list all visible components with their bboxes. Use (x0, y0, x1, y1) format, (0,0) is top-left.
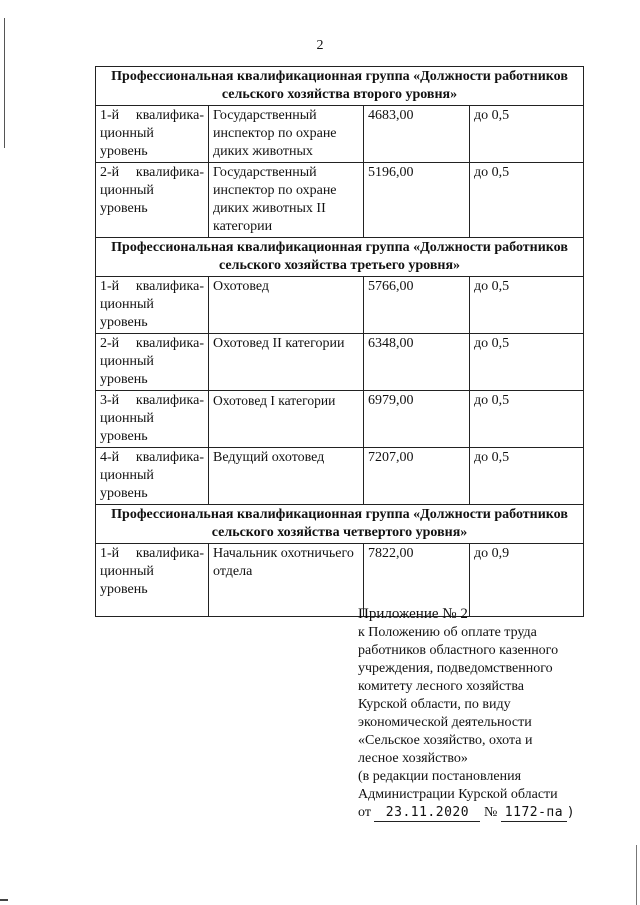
coefficient-cell: до 0,5 (470, 277, 584, 334)
position-cell: Охотовед II категории (209, 334, 364, 391)
table-row (96, 277, 584, 334)
position-cell: Охотовед I категории (209, 391, 364, 448)
appendix-line: Курской области, по виду (358, 697, 511, 712)
salary-cell: 6979,00 (364, 391, 470, 448)
group-header-row (96, 505, 584, 544)
level-cell: 4-й квалифика-ционный уровень (96, 448, 209, 505)
decree-number: 1172-па (501, 805, 567, 822)
position-cell: Государственный инспектор по охране диких животных II категории (209, 163, 364, 238)
coefficient-cell: до 0,5 (470, 334, 584, 391)
salary-cell: 5196,00 (364, 163, 470, 238)
group-header-row (96, 238, 584, 277)
level-cell: 2-й квалифика-ционный уровень (96, 334, 209, 391)
coefficient-cell: до 0,9 (470, 544, 584, 617)
level-cell: 3-й квалифика-ционный уровень (96, 391, 209, 448)
appendix-line: «Сельское хозяйство, охота и (358, 733, 533, 748)
table-row (96, 163, 584, 238)
level-cell: 1-й квалифика-ционный уровень (96, 544, 209, 617)
level-cell: 2-й квалифика-ционный уровень (96, 163, 209, 238)
appendix-line: к Положению об оплате труда (358, 625, 537, 640)
scan-edge-mark (636, 845, 637, 905)
level-cell: 1-й квалифика-ционный уровень (96, 106, 209, 163)
position-cell: Ведущий охотовед (209, 448, 364, 505)
position-cell: Государственный инспектор по охране диких животных (209, 106, 364, 163)
salary-table (95, 66, 584, 617)
coefficient-cell: до 0,5 (470, 448, 584, 505)
table-row (96, 448, 584, 505)
appendix-block (358, 604, 598, 822)
salary-cell: 6348,00 (364, 334, 470, 391)
coefficient-cell: до 0,5 (470, 106, 584, 163)
table-row (96, 391, 584, 448)
salary-cell: 5766,00 (364, 277, 470, 334)
table-row (96, 334, 584, 391)
group-title: Профессиональная квалификационная группа «Должности работников сельского хозяйства четвертого уровня» (96, 505, 584, 544)
scan-edge-mark (0, 899, 8, 901)
position-cell: Начальник охотничьего отдела (209, 544, 364, 617)
decree-reference-line (358, 804, 598, 822)
position-cell: Охотовед (209, 277, 364, 334)
number-label: № (483, 805, 498, 820)
coefficient-cell: до 0,5 (470, 391, 584, 448)
coefficient-cell: до 0,5 (470, 163, 584, 238)
appendix-line: комитету лесного хозяйства (358, 679, 524, 694)
appendix-line: Администрации Курской области (358, 787, 558, 802)
salary-cell: 4683,00 (364, 106, 470, 163)
level-cell: 1-й квалифика-ционный уровень (96, 277, 209, 334)
appendix-line: работников областного казенного (358, 643, 559, 658)
group-header-row (96, 67, 584, 106)
group-title: Профессиональная квалификационная группа «Должности работников сельского хозяйства третьего уровня» (96, 238, 584, 277)
appendix-title: Приложение № 2 (358, 606, 468, 622)
appendix-line: лесное хозяйство» (358, 751, 468, 766)
salary-cell: 7822,00 (364, 544, 470, 617)
from-label: от (358, 805, 371, 820)
decree-date: 23.11.2020 (374, 805, 480, 822)
table-row (96, 106, 584, 163)
appendix-line: (в редакции постановления (358, 769, 522, 784)
appendix-line: экономической деятельности (358, 715, 532, 730)
group-title: Профессиональная квалификационная группа «Должности работников сельского хозяйства второго уровня» (96, 67, 584, 106)
appendix-line: учреждения, подведомственного (358, 661, 553, 676)
page-number: 2 (316, 38, 324, 53)
closing-bracket: ) (566, 805, 576, 820)
salary-cell: 7207,00 (364, 448, 470, 505)
